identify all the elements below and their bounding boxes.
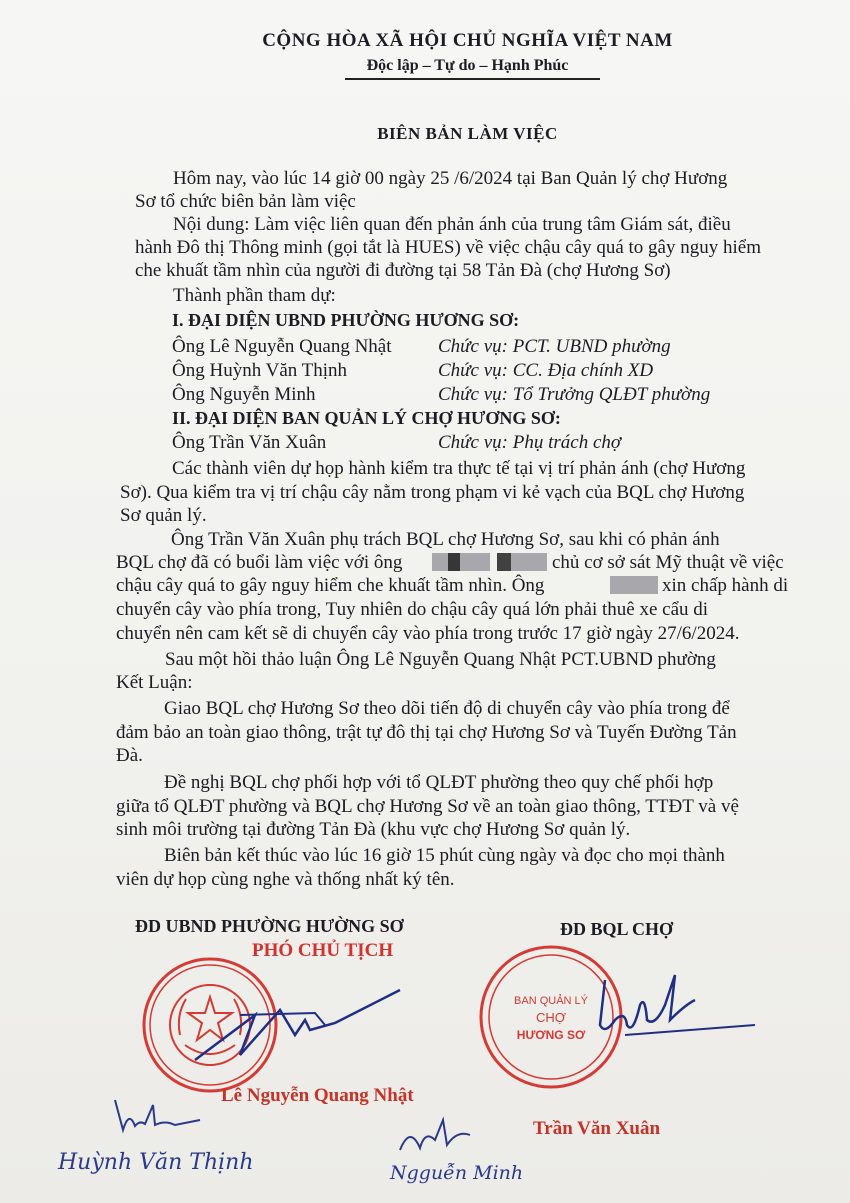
- document-title: BIÊN BẢN LÀM VIỆC: [377, 124, 558, 143]
- body-line: chuyển cây vào phía trong, Tuy nhiên do chậu cây quá lớn phải thuê xe cẩu di: [116, 599, 709, 620]
- body-line: Nội dung: Làm việc liên quan đến phản ánh của trung tâm Giám sát, điều: [173, 214, 731, 235]
- right-signature-org: ĐD BQL CHỢ: [560, 919, 674, 939]
- participant-name: Ông Trần Văn Xuân: [172, 432, 327, 453]
- body-line: BQL chợ đã có buổi làm việc với ông: [116, 552, 403, 573]
- body-line: Sơ). Qua kiểm tra vị trí chậu cây nằm trong phạm vi kẻ vạch của BQL chợ Hương: [120, 482, 745, 503]
- participant-name: Ông Huỳnh Văn Thịnh: [172, 360, 348, 381]
- motto-underline: [345, 78, 600, 80]
- svg-text:HƯƠNG SƠ: HƯƠNG SƠ: [516, 1028, 586, 1042]
- left-handwritten-signature: [185, 975, 415, 1075]
- body-line: chậu cây quá to gây nguy hiểm che khuất tầm nhìn. Ông: [116, 575, 545, 596]
- redaction-block: [610, 576, 658, 594]
- body-line: che khuất tầm nhìn của người đi đường tại 58 Tản Đà (chợ Hương Sơ): [135, 260, 671, 281]
- redaction-block: [448, 553, 460, 571]
- body-line: Sơ tổ chức biên bản làm việc: [135, 191, 356, 212]
- body-line: Giao BQL chợ Hương Sơ theo dõi tiến độ di chuyển cây vào phía trong để: [164, 698, 730, 719]
- body-line: Hôm nay, vào lúc 14 giờ 00 ngày 25 /6/2024 tại Ban Quản lý chợ Hương: [173, 168, 728, 189]
- national-header: CỘNG HÒA XÃ HỘI CHỦ NGHĨA VIỆT NAM: [262, 30, 673, 51]
- participant-role: Chức vụ: Tổ Trưởng QLĐT phường: [438, 384, 711, 405]
- left-signer-name: Lê Nguyễn Quang Nhật: [221, 1085, 414, 1106]
- body-line: đảm bảo an toàn giao thông, trật tự đô thị tại chợ Hương Sơ và Tuyến Đường Tản: [116, 722, 737, 743]
- right-signer-name: Trần Văn Xuân: [533, 1118, 661, 1139]
- handwritten-initials-thinh: [105, 1090, 225, 1140]
- body-line: chuyển nên cam kết sẽ di chuyển cây vào phía trong trước 17 giờ ngày 27/6/2024.: [116, 623, 740, 644]
- left-signature-org: ĐD UBND PHƯỜNG HƯỜNG SƠ: [135, 916, 404, 936]
- svg-text:CHỢ: CHỢ: [536, 1010, 566, 1025]
- redaction-block: [432, 553, 490, 571]
- participant-role: Chức vụ: CC. Địa chính XD: [438, 360, 654, 381]
- handwritten-name-minh: Ngguễn Minh: [390, 1162, 524, 1184]
- body-line: giữa tổ QLĐT phường và BQL chợ Hương Sơ về an toàn giao thông, TTĐT và vệ: [116, 796, 739, 817]
- handwritten-name-thinh: Huỳnh Văn Thịnh: [58, 1150, 254, 1175]
- participant-name: Ông Nguyễn Minh: [172, 384, 316, 405]
- body-line: sinh môi trường tại đường Tản Đà (khu vực chợ Hương Sơ quản lý.: [116, 819, 631, 840]
- body-line: Sau một hồi thảo luận Ông Lê Nguyễn Quang Nhật PCT.UBND phường: [165, 649, 716, 670]
- body-line: hành Đô thị Thông minh (gọi tắt là HUES) về việc chậu cây quá to gây nguy hiểm: [135, 237, 761, 258]
- body-line: Ông Trần Văn Xuân phụ trách BQL chợ Hương Sơ, sau khi có phản ánh: [171, 529, 720, 550]
- body-line: Đà.: [116, 745, 143, 766]
- section-heading: II. ĐẠI DIỆN BAN QUẢN LÝ CHỢ HƯƠNG SƠ:: [172, 408, 561, 428]
- body-line: Kết Luận:: [116, 672, 193, 693]
- body-line: Đề nghị BQL chợ phối hợp với tổ QLĐT phường theo quy chế phối hợp: [164, 772, 714, 793]
- body-line: Sơ quản lý.: [120, 505, 207, 526]
- section-heading: I. ĐẠI DIỆN UBND PHƯỜNG HƯƠNG SƠ:: [172, 310, 520, 330]
- body-line: Thành phần tham dự:: [173, 285, 336, 306]
- body-line: chủ cơ sở sát Mỹ thuật về việc: [552, 552, 784, 573]
- handwritten-initials-minh: [395, 1110, 485, 1160]
- participant-role: Chức vụ: PCT. UBND phường: [438, 336, 671, 357]
- body-line: viên dự họp cùng nghe và thống nhất ký tên.: [116, 869, 455, 890]
- redaction-block: [511, 553, 547, 571]
- participant-role: Chức vụ: Phụ trách chợ: [438, 432, 622, 453]
- national-motto: Độc lập – Tự do – Hạnh Phúc: [366, 57, 569, 74]
- redaction-block: [497, 553, 511, 571]
- participant-name: Ông Lê Nguyễn Quang Nhật: [172, 336, 392, 357]
- body-line: xin chấp hành di: [662, 575, 789, 596]
- left-signature-title: PHÓ CHỦ TỊCH: [252, 940, 394, 961]
- body-line: Biên bản kết thúc vào lúc 16 giờ 15 phút cùng ngày và đọc cho mọi thành: [164, 845, 725, 866]
- right-handwritten-signature: [585, 965, 765, 1055]
- body-line: Các thành viên dự họp hành kiểm tra thực tế tại vị trí phản ánh (chợ Hương: [172, 458, 746, 479]
- svg-text:BAN QUẢN LÝ: BAN QUẢN LÝ: [514, 995, 588, 1007]
